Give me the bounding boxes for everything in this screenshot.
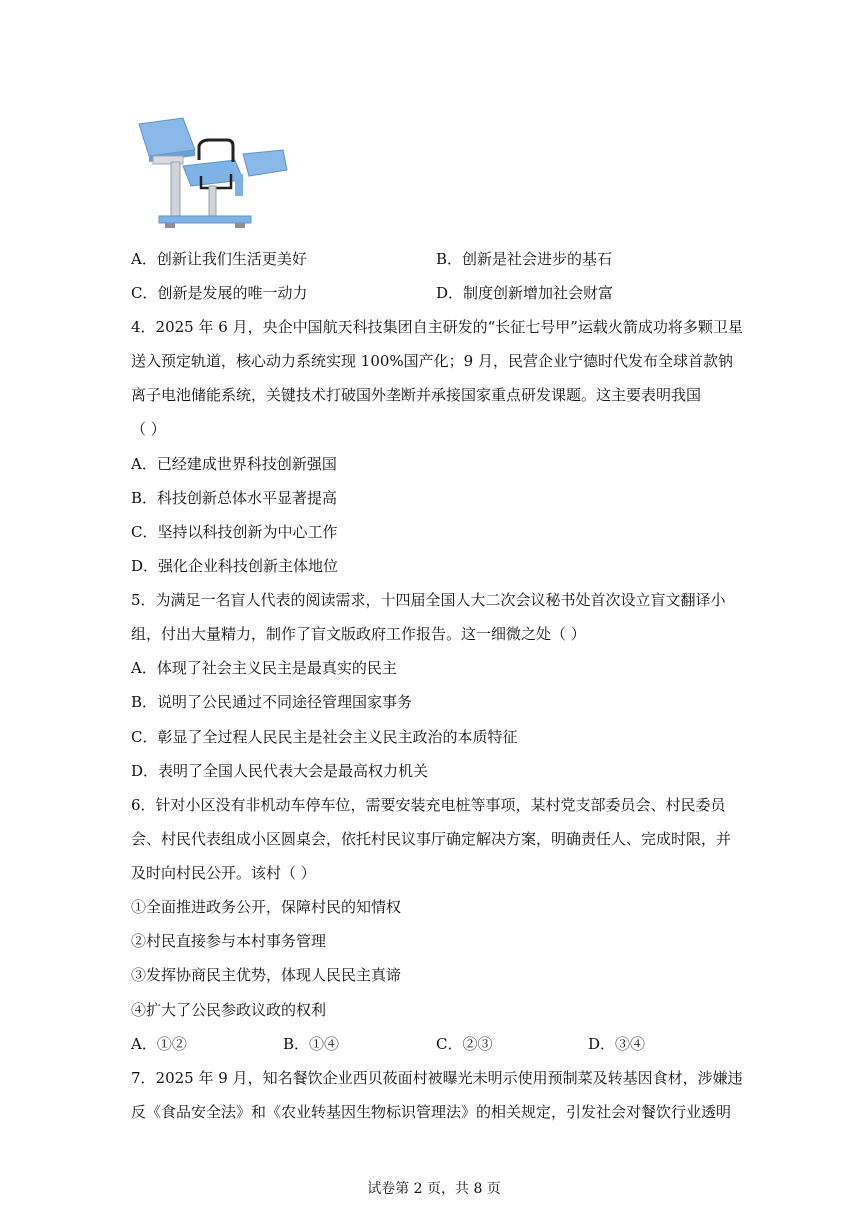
q3-option-a: A．创新让我们生活更美好 [131, 250, 307, 268]
q6-option-c: C．②③ [436, 1035, 493, 1053]
q7-stem-line: 7．2025 年 9 月，知名餐饮企业西贝莜面村被曝光未明示使用预制菜及转基因食材，涉嫌违 [131, 1069, 743, 1087]
q6-option-b: B．①④ [283, 1035, 340, 1053]
q6-option-a: A．①② [131, 1035, 187, 1053]
q6-option-d: D．③④ [588, 1035, 646, 1053]
q6-statement: ①全面推进政务公开，保障村民的知情权 [131, 898, 402, 916]
q4-stem-line: 送入预定轨道，核心动力系统实现 100%国产化；9 月，民营企业宁德时代发布全球首款钠 [131, 352, 733, 370]
q4-stem-line: 4．2025 年 6 月，央企中国航天科技集团自主研发的“长征七号甲”运载火箭成功将多颗卫星 [131, 318, 743, 336]
q6-stem-line: 及时向村民公开。该村（ ） [131, 864, 316, 882]
q6-stem-line: 会、村民代表组成小区圆桌会，依托村民议事厅确定解决方案，明确责任人、完成时限，并 [131, 830, 732, 848]
q4-option-d: D．强化企业科技创新主体地位 [131, 557, 339, 575]
q6-stem-line: 6．针对小区没有非机动车停车位，需要安装充电桩等事项，某村党支部委员会、村民委员 [131, 796, 726, 814]
q4-option-c: C．坚持以科技创新为中心工作 [131, 523, 338, 541]
q3-option-b: B．创新是社会进步的基石 [436, 250, 613, 268]
q5-option-d: D．表明了全国人民代表大会是最高权力机关 [131, 762, 429, 780]
q4-stem-line: （ ） [131, 420, 166, 438]
q7-stem-line: 反《食品安全法》和《农业转基因生物标识管理法》的相关规定，引发社会对餐饮行业透明 [131, 1103, 732, 1121]
q4-option-a: A．已经建成世界科技创新强国 [131, 455, 337, 473]
desk-chair-image [131, 110, 293, 234]
q4-stem-line: 离子电池储能系统，关键技术打破国外垄断并承接国家重点研发课题。这主要表明我国 [131, 386, 702, 404]
q5-stem-line: 5．为满足一名盲人代表的阅读需求，十四届全国人大二次会议秘书处首次设立盲文翻译小 [131, 591, 726, 609]
q4-option-b: B．科技创新总体水平显著提高 [131, 489, 338, 507]
page-footer: 试卷第 2 页，共 8 页 [367, 1181, 501, 1197]
q6-statement: ④扩大了公民参政议政的权利 [131, 1001, 327, 1019]
q5-option-c: C．彰显了全过程人民民主是社会主义民主政治的本质特征 [131, 728, 518, 746]
q3-option-d: D．制度创新增加社会财富 [436, 284, 614, 302]
q5-option-a: A．体现了社会主义民主是最真实的民主 [131, 659, 397, 677]
q3-option-c: C．创新是发展的唯一动力 [131, 284, 308, 302]
q5-stem-line: 组，付出大量精力，制作了盲文版政府工作报告。这一细微之处（ ） [131, 625, 586, 643]
q5-option-b: B．说明了公民通过不同途径管理国家事务 [131, 693, 413, 711]
q6-statement: ②村民直接参与本村事务管理 [131, 932, 327, 950]
q6-statement: ③发挥协商民主优势，体现人民民主真谛 [131, 966, 402, 984]
